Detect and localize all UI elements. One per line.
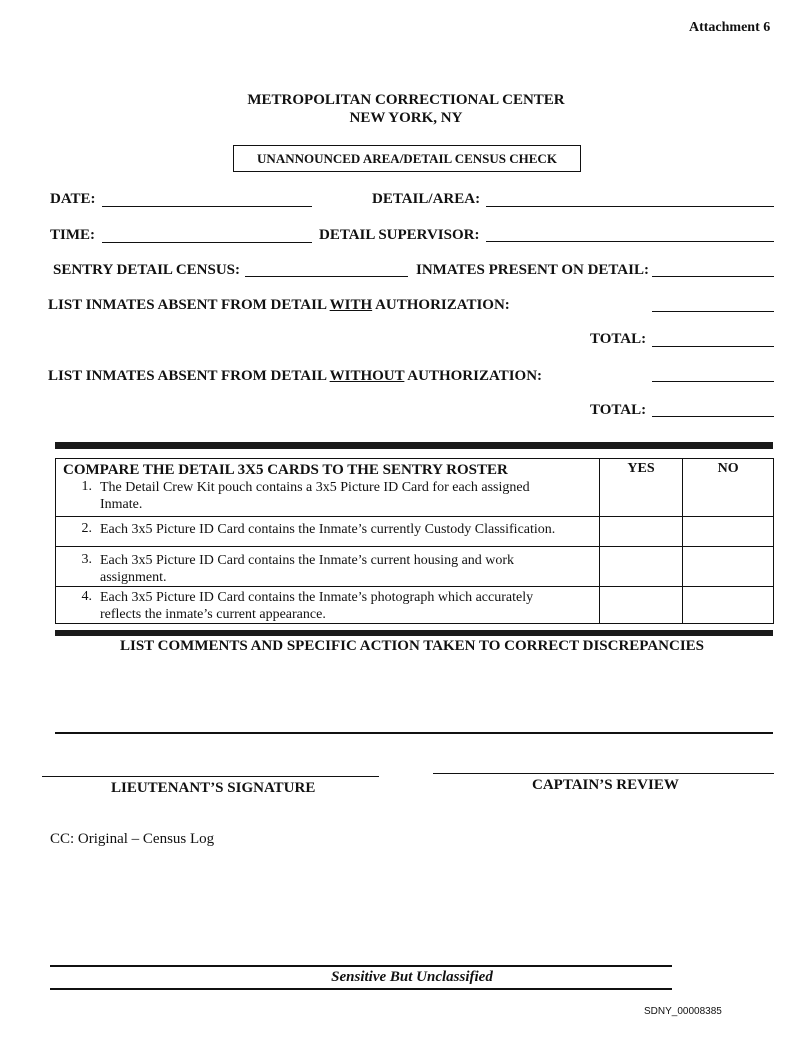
total-without-field[interactable] xyxy=(652,416,774,417)
absent-with-field[interactable] xyxy=(652,311,774,312)
facility-location: NEW YORK, NY xyxy=(349,110,463,126)
absent-with-label xyxy=(48,297,510,314)
section-divider xyxy=(55,630,773,636)
item-number: 1. xyxy=(81,479,92,494)
sentry-census-label: SENTRY DETAIL CENSUS: xyxy=(53,262,241,278)
facility-name: METROPOLITAN CORRECTIONAL CENTER xyxy=(247,92,565,108)
yes-checkbox[interactable] xyxy=(599,587,683,624)
form-title-box xyxy=(233,145,581,172)
item-text: Each 3x5 Picture ID Card contains the Inmate’s current housing and work assignment. xyxy=(100,553,515,585)
detail-supervisor-field[interactable] xyxy=(486,241,774,242)
checklist-item xyxy=(56,517,599,538)
absent-without-field[interactable] xyxy=(652,381,774,382)
checklist-heading: COMPARE THE DETAIL 3X5 CARDS TO THE SENTRY ROSTER xyxy=(63,462,508,478)
checklist-cell xyxy=(56,587,600,624)
checklist-cell xyxy=(56,517,600,547)
no-checkbox[interactable] xyxy=(683,587,774,624)
total-with-field[interactable] xyxy=(652,346,774,347)
checklist-row xyxy=(56,587,774,624)
comments-heading: LIST COMMENTS AND SPECIFIC ACTION TAKEN TO CORRECT DISCREPANCIES xyxy=(120,638,705,654)
absent-with-emphasis: WITH xyxy=(329,297,373,313)
sentry-census-field[interactable] xyxy=(245,276,408,277)
footer-rule-bottom xyxy=(50,988,672,990)
attachment-label: Attachment 6 xyxy=(689,20,771,35)
yes-checkbox[interactable] xyxy=(599,547,683,587)
date-field[interactable] xyxy=(102,206,312,207)
absent-with-prefix: LIST INMATES ABSENT FROM DETAIL xyxy=(48,297,330,313)
no-header: NO xyxy=(717,461,739,476)
absent-without-emphasis: WITHOUT xyxy=(329,368,405,384)
item-text: Each 3x5 Picture ID Card contains the Inmate’s photograph which accurately reflects the inmate’s current appearance. xyxy=(100,590,534,622)
absent-with-suffix: AUTHORIZATION: xyxy=(372,297,510,313)
yes-header: YES xyxy=(627,461,655,476)
checklist-row xyxy=(56,547,774,587)
checklist-table xyxy=(55,458,774,624)
yes-header-cell[interactable] xyxy=(599,459,683,517)
item-number: 4. xyxy=(81,589,92,604)
time-field[interactable] xyxy=(102,242,312,243)
lieutenant-signature-line[interactable] xyxy=(42,776,379,777)
detail-area-field[interactable] xyxy=(486,206,774,207)
absent-without-prefix: LIST INMATES ABSENT FROM DETAIL xyxy=(48,368,330,384)
absent-without-suffix: AUTHORIZATION: xyxy=(404,368,543,384)
checklist-row xyxy=(56,517,774,547)
item-text: Each 3x5 Picture ID Card contains the Inmate’s currently Custody Classification. xyxy=(100,522,556,537)
detail-supervisor-label: DETAIL SUPERVISOR: xyxy=(319,227,480,243)
lieutenant-signature-label: LIEUTENANT’S SIGNATURE xyxy=(111,780,316,796)
date-label: DATE: xyxy=(50,191,96,207)
checklist-cell xyxy=(56,547,600,587)
detail-area-label: DETAIL/AREA: xyxy=(372,191,481,207)
checklist-cell xyxy=(56,459,600,517)
inmates-present-label: INMATES PRESENT ON DETAIL: xyxy=(416,262,649,278)
yes-checkbox[interactable] xyxy=(599,517,683,547)
captain-review-line[interactable] xyxy=(433,773,774,774)
inmates-present-field[interactable] xyxy=(652,276,774,277)
cc-note: CC: Original – Census Log xyxy=(50,831,215,847)
item-number: 3. xyxy=(81,552,92,567)
checklist-row xyxy=(56,459,774,517)
checklist-item xyxy=(56,547,599,586)
checklist-item xyxy=(56,479,599,513)
section-divider xyxy=(55,442,773,449)
captain-review-label: CAPTAIN’S REVIEW xyxy=(532,777,679,793)
item-number: 2. xyxy=(81,521,92,536)
no-checkbox[interactable] xyxy=(683,547,774,587)
comments-field[interactable] xyxy=(55,732,773,734)
total-with-label: TOTAL: xyxy=(590,331,647,347)
item-text: The Detail Crew Kit pouch contains a 3x5 Picture ID Card for each assigned Inmate. xyxy=(100,480,530,512)
total-without-label: TOTAL: xyxy=(590,402,647,418)
no-checkbox[interactable] xyxy=(683,517,774,547)
no-header-cell[interactable] xyxy=(683,459,774,517)
footer-rule-top xyxy=(50,965,672,967)
checklist-item xyxy=(56,587,599,623)
absent-without-label xyxy=(48,368,542,385)
classification-label: Sensitive But Unclassified xyxy=(331,969,493,985)
form-title: UNANNOUNCED AREA/DETAIL CENSUS CHECK xyxy=(257,151,557,166)
time-label: TIME: xyxy=(50,227,95,243)
bates-number: SDNY_00008385 xyxy=(644,1006,722,1017)
